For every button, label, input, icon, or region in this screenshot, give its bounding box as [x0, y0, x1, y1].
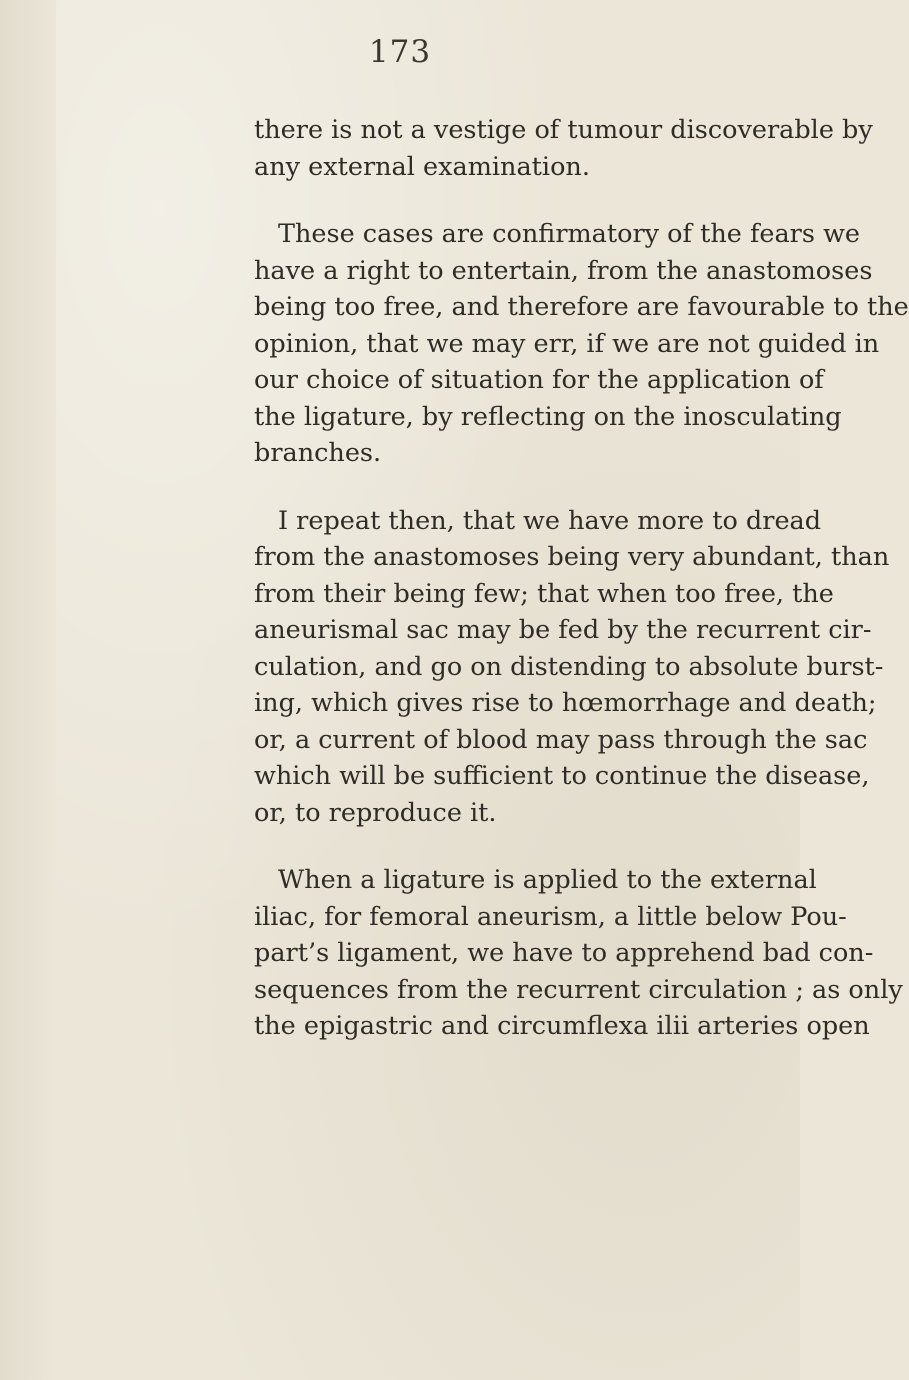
paragraph-3: [254, 503, 890, 832]
text-line: any external examination.: [254, 151, 590, 182]
text-line: which will be sufficient to continue the disease,: [254, 761, 870, 791]
text-line: or, a current of blood may pass through the sac: [254, 724, 868, 755]
text-line: from their being few; that when too free, the: [254, 578, 834, 609]
text-line: have a right to entertain, from the anastomoses: [254, 255, 873, 286]
text-line: ing, which gives rise to hœmorrhage and death;: [254, 688, 877, 718]
text-line: These cases are confirmatory of the fears we: [278, 219, 860, 249]
text-line: iliac, for femoral aneurism, a little below Pou-: [254, 901, 847, 932]
text-line: culation, and go on distending to absolute burst-: [254, 651, 884, 682]
text-line: part’s ligament, we have to apprehend bad con-: [254, 938, 874, 968]
paragraph-4: [254, 862, 903, 1045]
text-line: branches.: [254, 438, 382, 468]
text-line: I repeat then, that we have more to dread: [278, 505, 822, 536]
text-line: or, to reproduce it.: [254, 797, 497, 828]
text-line: from the anastomoses being very abundant, than: [254, 542, 890, 572]
text-line: there is not a vestige of tumour discoverable by: [254, 115, 873, 145]
text-line: When a ligature is applied to the external: [278, 865, 817, 895]
text-line: our choice of situation for the application of: [254, 365, 824, 395]
paragraph-1: [254, 112, 873, 185]
text-line: aneurismal sac may be fed by the recurrent cir-: [254, 615, 872, 645]
text-line: the ligature, by reflecting on the inosculating: [254, 401, 842, 432]
body-text: [254, 112, 909, 1076]
paragraph-2: [254, 216, 909, 472]
text-line: sequences from the recurrent circulation ; as only: [254, 974, 903, 1005]
text-line: being too free, and therefore are favourable to the: [254, 292, 909, 322]
page-number: 173: [368, 34, 432, 70]
text-line: opinion, that we may err, if we are not guided in: [254, 328, 880, 359]
text-line: the epigastric and circumflexa ilii arteries open: [254, 1011, 870, 1041]
page-gutter-shadow: [0, 0, 56, 1380]
